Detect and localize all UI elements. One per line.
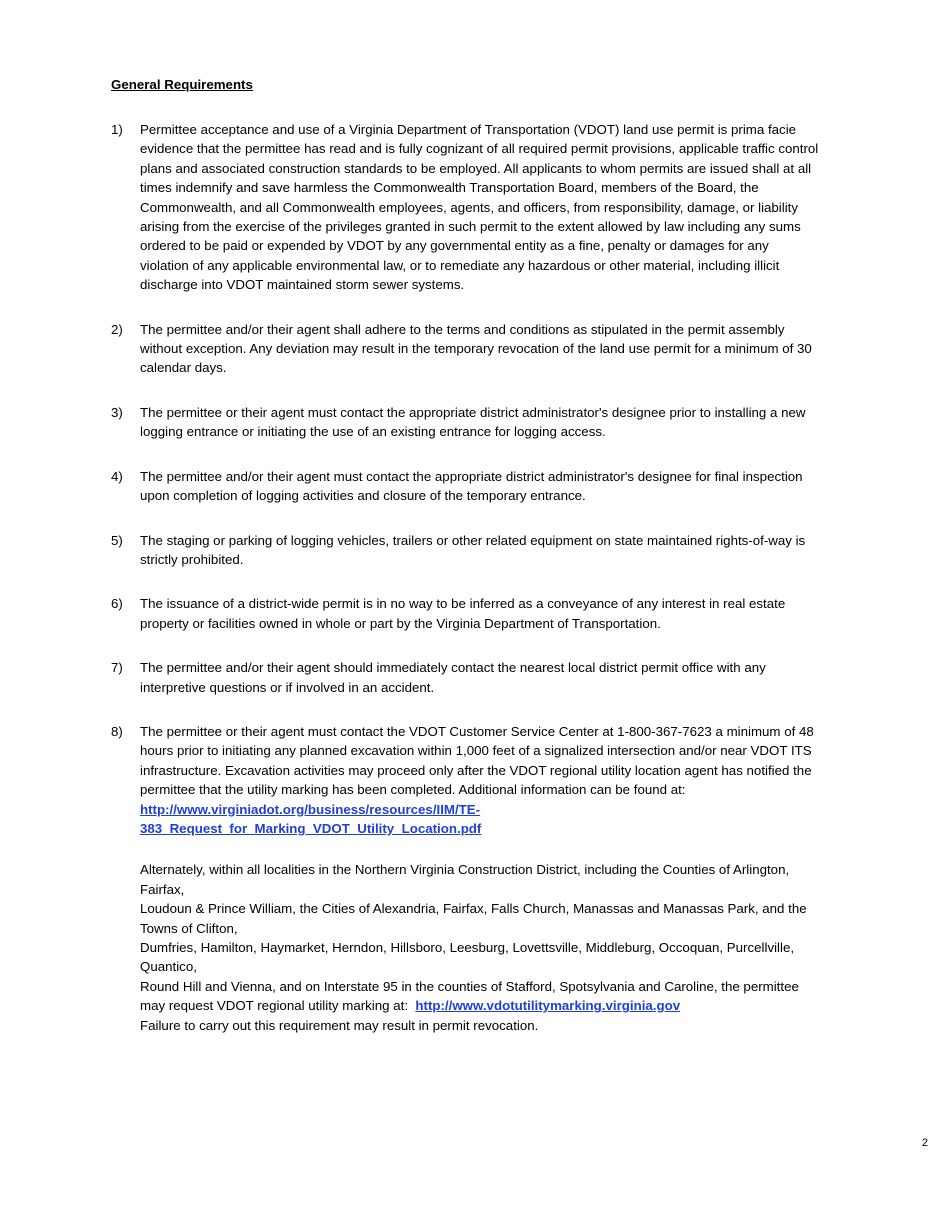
requirement-item-6 bbox=[111, 594, 821, 633]
item-text: Permittee acceptance and use of a Virginia Department of Transportation (VDOT) land use permit is prima facie evidence that the permittee has read and is fully cognizant of all required permit provisions, applicable traffic control plans and associated construction standards to be employed. All applicants to whom permits are issued shall at all times indemnify and save harmless the Commonwealth Transportation Board, members of the Board, the Commonwealth, and all Commonwealth employees, agents, and officers, from responsibility, damage, or liability arising from the exercise of the privileges granted in such permit to the extent allowed by law including any sums ordered to be paid or expended by VDOT by any governmental entity as a fine, penalty or damages for any violation of any applicable environmental law, or to remediate any hazardous or other material, including illicit discharge into VDOT maintained storm sewer systems. bbox=[140, 122, 819, 293]
item-text: The permittee and/or their agent should immediately contact the nearest local district permit office with any interpretive questions or if involved in an accident. bbox=[140, 660, 766, 695]
requirement-item-7 bbox=[111, 658, 821, 697]
item-text bbox=[140, 722, 821, 838]
item-number: 8) bbox=[111, 723, 123, 739]
item-number: 1) bbox=[111, 122, 123, 137]
item-text: The permittee or their agent must contact the appropriate district administrator's designee prior to installing a new logging entrance or initiating the use of an existing entrance for logging access. bbox=[140, 404, 806, 440]
link-line-1: http://www.virginiadot.org/business/resources/IIM/TE- bbox=[140, 801, 481, 817]
alt-line-1: Alternately, within all localities in the Northern Virginia Construction District, including the Counties of Arlington, Fairfax, bbox=[140, 862, 790, 897]
alternate-paragraph bbox=[140, 860, 821, 1035]
requirement-item-4 bbox=[111, 467, 821, 506]
alt-line-2: Loudoun & Prince William, the Cities of Alexandria, Fairfax, Falls Church, Manassas and Manassas Park, and the Towns of Clifton, bbox=[140, 901, 807, 936]
item-number: 2) bbox=[111, 321, 123, 337]
item-number: 6) bbox=[111, 596, 123, 612]
marking-request-link[interactable] bbox=[140, 800, 821, 839]
item-text: The permittee and/or their agent shall adhere to the terms and conditions as stipulated in the permit assembly without exception. Any deviation may result in the temporary revocation of the land use permit for a minimum of 30 calendar days. bbox=[140, 321, 812, 376]
section-heading: General Requirements bbox=[111, 77, 253, 92]
item-text: The staging or parking of logging vehicles, trailers or other related equipment on state maintained rights-of-way is strictly prohibited. bbox=[140, 532, 806, 567]
page-number: 2 bbox=[921, 1137, 928, 1149]
item-number: 4) bbox=[111, 468, 123, 484]
alt-line-5: Failure to carry out this requirement may result in permit revocation. bbox=[140, 1017, 539, 1033]
requirement-item-5 bbox=[111, 531, 821, 570]
item-number: 3) bbox=[111, 404, 123, 420]
requirements-list bbox=[111, 120, 821, 1060]
item-text: The permittee and/or their agent must contact the appropriate district administrator's designee for final inspection upon completion of logging activities and closure of the temporary entrance. bbox=[140, 468, 803, 504]
alt-line-3: Dumfries, Hamilton, Haymarket, Herndon, Hillsboro, Leesburg, Lovettsville, Middleburg, Occoquan, Purcellville, Quantico, bbox=[140, 940, 795, 975]
item-number: 5) bbox=[111, 532, 123, 548]
alt-line-4: Round Hill and Vienna, and on Interstate 95 in the counties of Stafford, Spotsylvania and Caroline, the permittee may request VDOT regional utility marking at: bbox=[140, 978, 799, 1014]
item-number: 7) bbox=[111, 660, 123, 676]
item-text: The issuance of a district-wide permit is in no way to be inferred as a conveyance of any interest in real estate property or facilities owned in whole or part by the Virginia Department of Transportation. bbox=[140, 596, 786, 631]
requirement-item-3 bbox=[111, 403, 821, 442]
link-line-2: 383_Request_for_Marking_VDOT_Utility_Location.pdf bbox=[140, 820, 482, 836]
requirement-item-2 bbox=[111, 320, 821, 378]
requirement-item-8 bbox=[111, 722, 821, 1035]
utility-marking-link[interactable]: http://www.vdotutilitymarking.virginia.gov bbox=[415, 998, 681, 1014]
item-text-main: The permittee or their agent must contact the VDOT Customer Service Center at 1-800-367-7623 a minimum of 48 hours prior to initiating any planned excavation within 1,000 feet of a signalized intersection and/or near VDOT ITS infrastructure. Excavation activities may proceed only after the VDOT regional utility location agent has notified the permittee that the utility marking has been completed. Additional information can be found at: bbox=[140, 723, 814, 798]
requirement-item-1 bbox=[111, 120, 821, 295]
